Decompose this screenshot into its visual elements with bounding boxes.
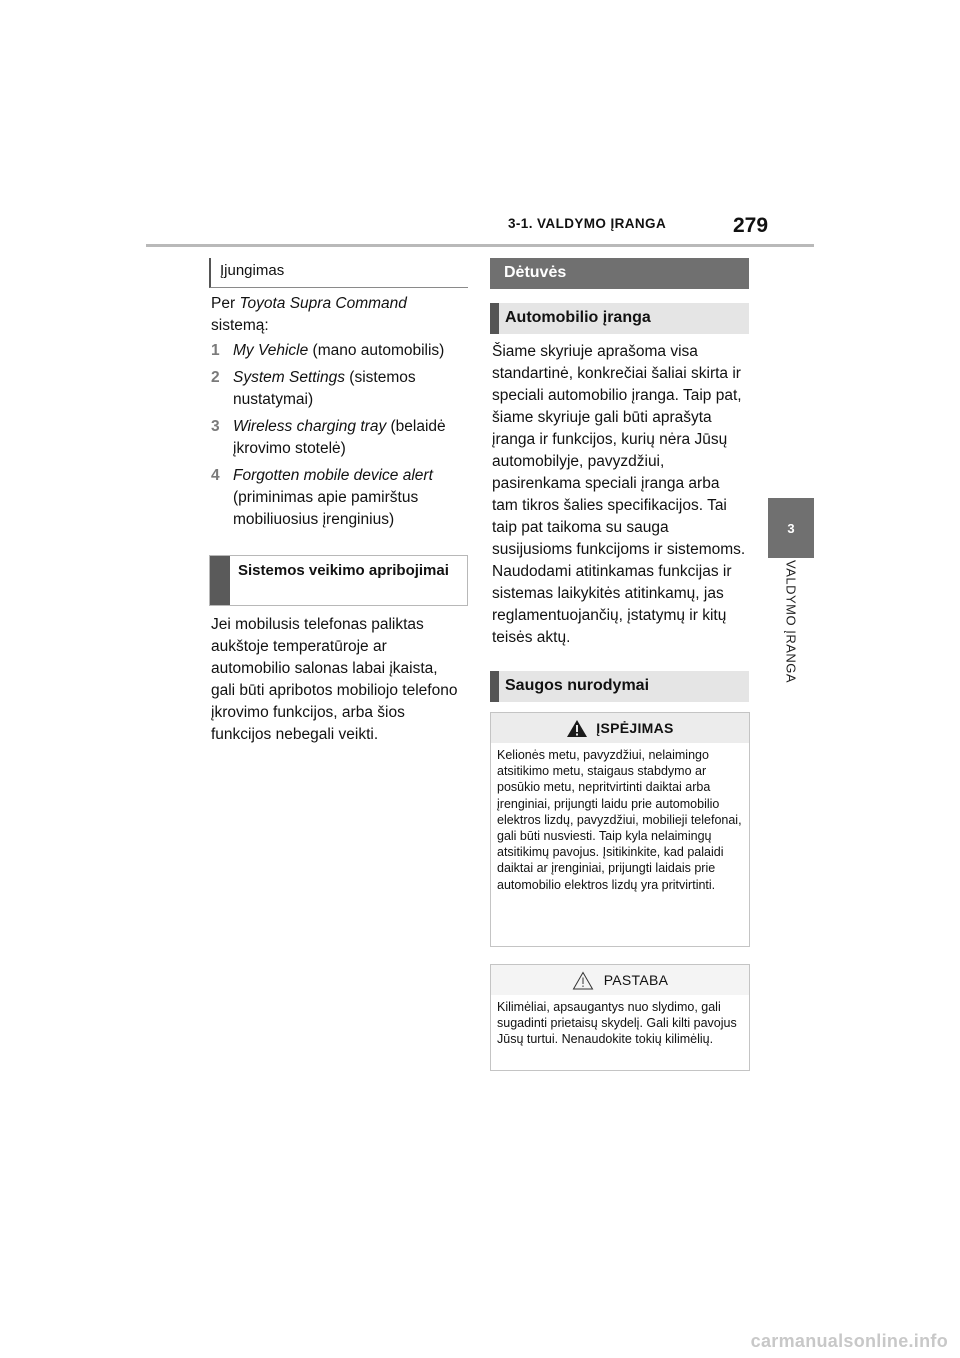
chapter-side-label: VALDYMO ĮRANGA	[783, 560, 799, 684]
equipment-heading: Automobilio įranga	[490, 303, 749, 334]
subsection-title-activation: Įjungimas	[209, 258, 468, 288]
warning-text: Kelionės metu, pavyzdžiui, nelaimingo atsitikimo metu, staigaus stabdymo ar posūkio metu, nepritvirtinti daiktai arba įrenginiai, prijungti laidu prie automobilio elektros lizdų, pavyzdžiui, mobilieji telefonai, gali būti nusviesti. Taip kyla nelaimingų atsitikimų pavojus. Įsitikinkite, kad palaidi daiktai ar įrenginiai, prijungti laidais prie automobilio elektros lizdų yra pritvirtinti.	[497, 748, 742, 892]
section-title-storage: Dėtuvės	[490, 258, 749, 289]
safety-heading: Saugos nurodymai	[490, 671, 749, 702]
caution-outline-icon	[572, 971, 594, 990]
list-item: 1 My Vehicle (mano automobilis)	[211, 342, 445, 359]
limits-heading-box	[209, 555, 468, 606]
equipment-paragraph: Šiame skyriuje aprašoma visa standartinė, konkrečiai šaliai skirta ir speciali automobilio įranga. Taip pat, šiame skyriuje gali būti aprašyta įranga ir funkcijos, kurių nėra Jūsų automobilyje, pavyzdžiui, pasirenkama speciali įranga arba tam tikros šalies specifikacijos. Tai taip pat taikoma su sauga susijusioms funkcijoms ir sistemoms. Naudodami atitinkamas funkcijas ir sistemas laikykitės atitinkamų, jas reglamentuojančių, įstatymų ir kitų teisės aktų.	[492, 343, 746, 646]
note-text: Kilimėliai, apsaugantys nuo slydimo, gali sugadinti prietaisų skydelį. Gali kilti pavojus Jūsų turtui. Nenaudokite tokių kilimėlių.	[497, 1000, 737, 1047]
warning-box	[490, 712, 750, 947]
header-rule	[146, 244, 814, 247]
note-box	[490, 964, 750, 1071]
list-item: 4 Forgotten mobile device alert (priminimas apie pamirštus mobiliuosius įrenginius)	[211, 467, 433, 528]
heading-marker	[210, 556, 230, 605]
note-title: PASTABA	[603, 972, 669, 988]
list-item: 2 System Settings (sistemos nustatymai)	[211, 369, 416, 408]
limits-heading: Sistemos veikimo apribojimai	[238, 562, 449, 579]
watermark: carmanualsonline.info	[750, 1331, 948, 1351]
warning-title: ĮSPĖJIMAS	[596, 720, 674, 736]
page-number: 279	[733, 214, 769, 237]
running-header: 3-1. VALDYMO ĮRANGA	[508, 216, 667, 231]
note-header	[491, 965, 749, 995]
steps-list	[211, 340, 471, 536]
chapter-tab: 3	[768, 498, 814, 558]
intro-paragraph: Per Toyota Supra Command sistemą:	[211, 295, 407, 334]
list-item: 3 Wireless charging tray (belaidė įkrovimo stotelė)	[211, 418, 446, 457]
warning-header	[491, 713, 749, 743]
limits-paragraph: Jei mobilusis telefonas paliktas aukštoje temperatūroje ar automobilio salonas labai įkaista, gali būti apribotos mobiliojo telefono įkrovimo funkcijos, arba šios funkcijos nebegali veikti.	[211, 616, 458, 743]
warning-triangle-icon	[566, 719, 588, 738]
